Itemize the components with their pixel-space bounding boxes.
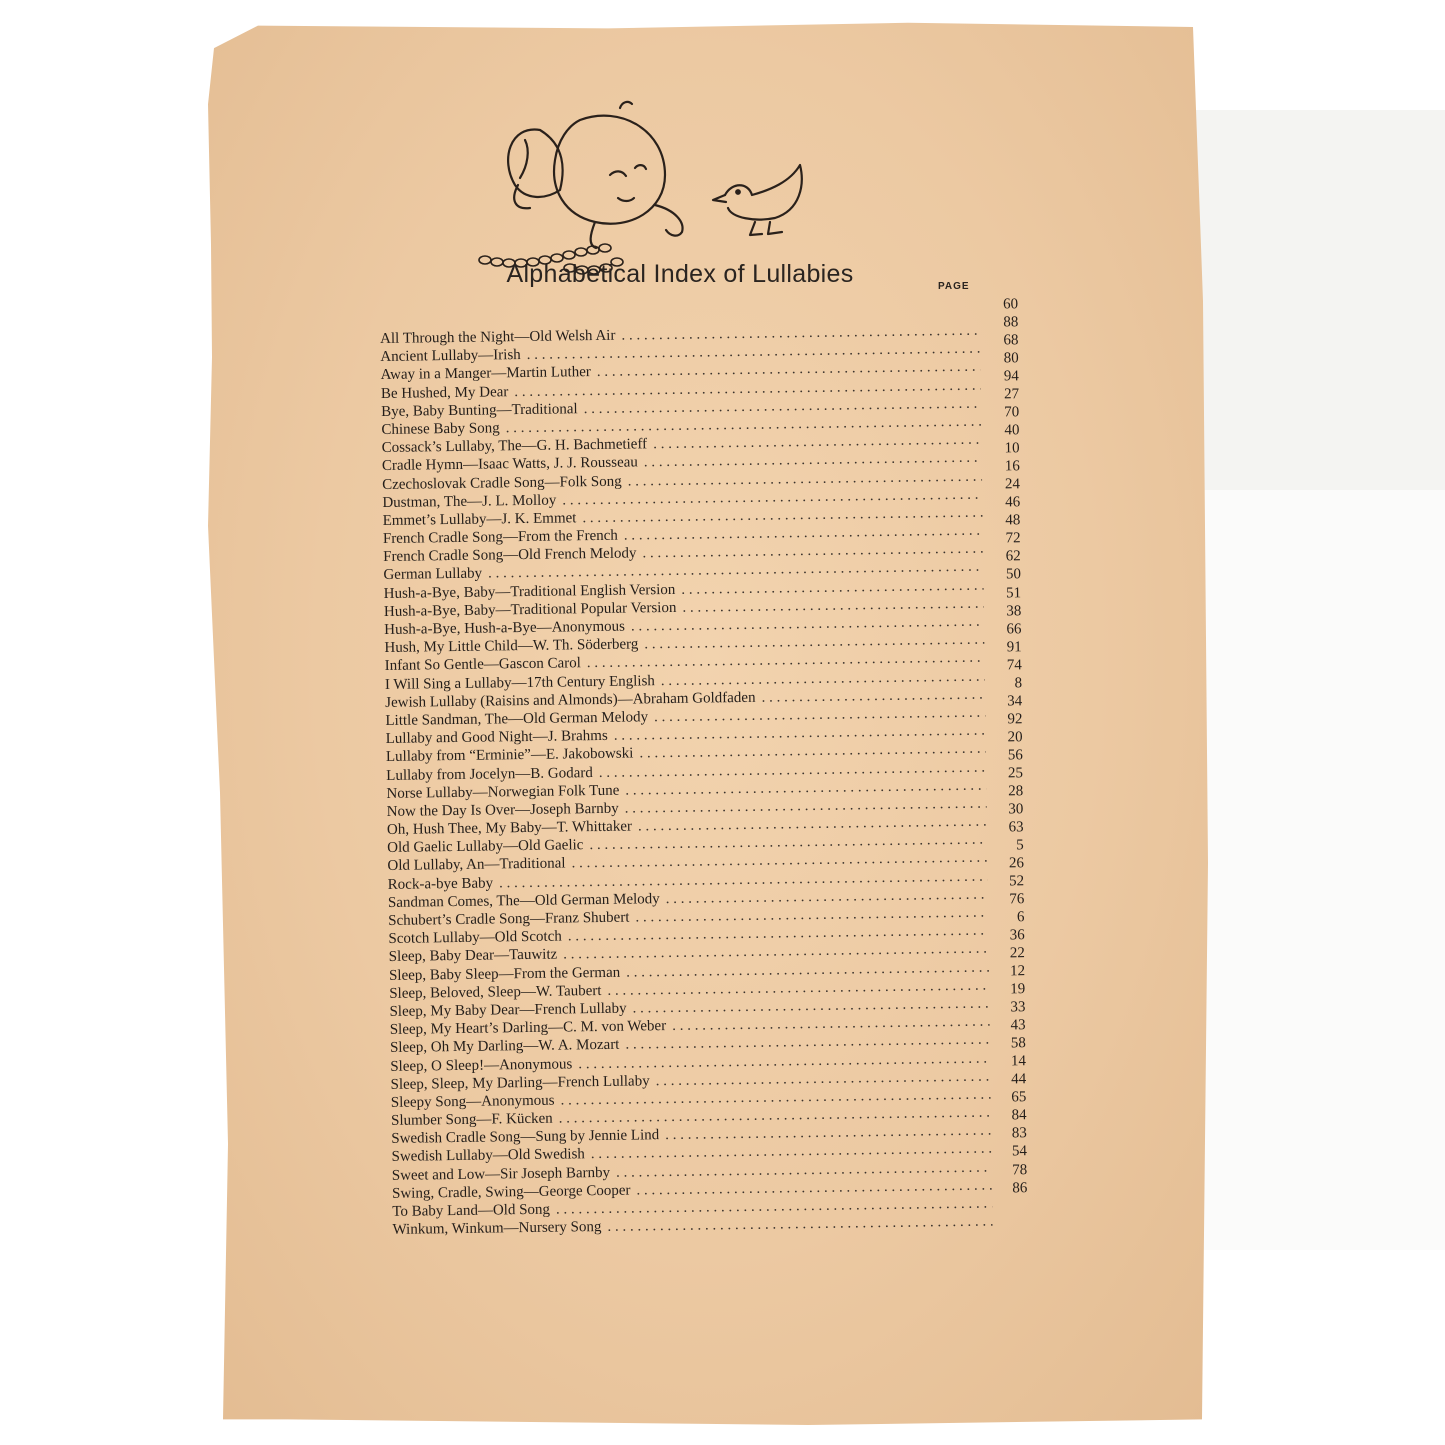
page-number: 40 bbox=[1004, 422, 1020, 439]
page-number: 74 bbox=[1006, 656, 1022, 674]
page-number: 51 bbox=[1006, 584, 1022, 601]
page-number: 84 bbox=[1011, 1107, 1027, 1124]
page-number: 5 bbox=[1016, 837, 1024, 854]
entry-title: Hush-a-Bye, Baby—Traditional English Version bbox=[383, 581, 676, 602]
page-number: 68 bbox=[1003, 332, 1019, 349]
entry-title: I Will Sing a Lullaby—17th Century English bbox=[384, 672, 655, 693]
entry-title: Be Hushed, My Dear bbox=[380, 383, 509, 402]
entry-title: Norse Lullaby—Norwegian Folk Tune bbox=[386, 782, 620, 802]
page-number: 78 bbox=[1012, 1161, 1028, 1178]
page-number: 38 bbox=[1006, 602, 1022, 619]
page-number: 72 bbox=[1005, 530, 1021, 547]
entry-title: Swedish Lullaby—Old Swedish bbox=[391, 1146, 585, 1166]
lullaby-index-list bbox=[380, 322, 993, 1240]
entry-title: Sleep, Baby Dear—Tauwitz bbox=[388, 946, 558, 966]
page-number: 50 bbox=[1005, 566, 1022, 583]
page-number: 83 bbox=[1011, 1125, 1027, 1142]
page-number: 48 bbox=[1005, 512, 1021, 529]
entry-title: Emmet’s Lullaby—J. K. Emmet bbox=[382, 510, 577, 529]
entry-title: Scotch Lullaby—Old Scotch bbox=[388, 928, 562, 948]
entry-title: Chinese Baby Song bbox=[381, 420, 500, 438]
entry-title: Sleep, Sleep, My Darling—French Lullaby bbox=[390, 1072, 650, 1093]
page-number: 16 bbox=[1004, 458, 1020, 475]
page-number: 36 bbox=[1009, 927, 1025, 944]
entry-title: Infant So Gentle—Gascon Carol bbox=[384, 655, 581, 675]
page-number: 43 bbox=[1010, 1017, 1026, 1034]
entry-title: Sleep, Beloved, Sleep—W. Taubert bbox=[389, 982, 602, 1002]
page-number: 60 bbox=[1003, 296, 1019, 313]
entry-title: Bye, Baby Bunting—Traditional bbox=[381, 400, 578, 420]
page-number: 63 bbox=[1008, 819, 1024, 836]
entry-title: Sandman Comes, The—Old German Melody bbox=[387, 890, 660, 911]
page-number: 92 bbox=[1007, 710, 1023, 728]
entry-title: Hush, My Little Child—W. Th. Söderberg bbox=[384, 636, 639, 657]
entry-title: Ancient Lullaby—Irish bbox=[380, 347, 521, 366]
page-number: 91 bbox=[1006, 638, 1022, 655]
entry-title: Czechoslovak Cradle Song—Folk Song bbox=[382, 473, 622, 493]
page-number: 14 bbox=[1010, 1053, 1027, 1070]
page-number: 52 bbox=[1009, 873, 1025, 890]
page-number: 70 bbox=[1004, 404, 1020, 421]
page-number: 20 bbox=[1007, 728, 1023, 746]
entry-title: Sleep, Baby Sleep—From the German bbox=[388, 964, 621, 984]
entry-title: French Cradle Song—From the French bbox=[382, 527, 618, 548]
page-number: 10 bbox=[1004, 440, 1020, 457]
entry-title: Hush-a-Bye, Hush-a-Bye—Anonymous bbox=[384, 618, 626, 638]
page-column-heading: PAGE bbox=[938, 281, 970, 292]
page-number: 86 bbox=[1012, 1179, 1028, 1196]
page-number: 6 bbox=[1016, 909, 1025, 926]
page-number: 26 bbox=[1008, 855, 1025, 872]
page-number: 30 bbox=[1008, 801, 1024, 818]
page-number: 76 bbox=[1009, 891, 1025, 908]
entry-title: Cossack’s Lullaby, The—G. H. Bachmetieff bbox=[381, 436, 648, 457]
page-number: 24 bbox=[1004, 476, 1021, 493]
page-number: 22 bbox=[1009, 945, 1025, 962]
background-sheet bbox=[1180, 110, 1445, 490]
entry-title: To Baby Land—Old Song bbox=[392, 1201, 551, 1220]
entry-title: All Through the Night—Old Welsh Air bbox=[380, 327, 616, 347]
entry-title: Little Sandman, The—Old German Melody bbox=[385, 709, 649, 729]
entry-title: German Lullaby bbox=[383, 566, 483, 584]
page-number: 33 bbox=[1010, 999, 1026, 1016]
page-number: 56 bbox=[1007, 747, 1023, 764]
entry-title: Sleep, O Sleep!—Anonymous bbox=[390, 1055, 573, 1075]
page-number: 54 bbox=[1011, 1143, 1028, 1160]
entry-title: Lullaby from “Erminie”—E. Jakobowski bbox=[385, 745, 634, 766]
entry-title: Hush-a-Bye, Baby—Traditional Popular Version bbox=[383, 599, 677, 620]
page-number: 12 bbox=[1009, 963, 1026, 980]
entry-title: Oh, Hush Thee, My Baby—T. Whittaker bbox=[386, 818, 633, 839]
page-number: 27 bbox=[1003, 386, 1020, 403]
page-number: 8 bbox=[1014, 674, 1023, 691]
page-number: 44 bbox=[1011, 1071, 1027, 1088]
page-number: 88 bbox=[1003, 314, 1019, 331]
entry-title: Jewish Lullaby (Raisins and Almonds)—Abraham Goldfaden bbox=[385, 689, 756, 711]
entry-title: Sweet and Low—Sir Joseph Barnby bbox=[391, 1164, 611, 1184]
entry-title: Swing, Cradle, Swing—George Cooper bbox=[391, 1182, 631, 1202]
entry-title: Lullaby from Jocelyn—B. Godard bbox=[386, 764, 593, 784]
entry-title: Sleep, Oh My Darling—W. A. Mozart bbox=[389, 1037, 620, 1057]
entry-title: Cradle Hymn—Isaac Watts, J. J. Rousseau bbox=[381, 454, 638, 475]
entry-title: Away in a Manger—Martin Luther bbox=[380, 364, 591, 384]
entry-title: Swedish Cradle Song—Sung by Jennie Lind bbox=[391, 1127, 660, 1148]
entry-title: Sleep, My Heart’s Darling—C. M. von Weber bbox=[389, 1018, 667, 1039]
page-number: 28 bbox=[1008, 783, 1024, 800]
entry-title: Schubert’s Cradle Song—Franz Shubert bbox=[388, 909, 630, 929]
entry-title: Old Gaelic Lullaby—Old Gaelic bbox=[387, 837, 584, 857]
entry-title: Sleepy Song—Anonymous bbox=[390, 1092, 555, 1111]
entry-title: Dustman, The—J. L. Molloy bbox=[382, 492, 557, 511]
entry-title: Slumber Song—F. Kücken bbox=[390, 1110, 553, 1129]
entry-title: Winkum, Winkum—Nursery Song bbox=[392, 1219, 602, 1239]
page-number: 34 bbox=[1007, 692, 1023, 710]
page-number: 80 bbox=[1003, 350, 1019, 367]
page-number: 46 bbox=[1005, 494, 1021, 511]
entry-title: Old Lullaby, An—Traditional bbox=[387, 855, 566, 875]
entry-title: Rock-a-bye Baby bbox=[387, 875, 494, 893]
entry-title: Now the Day Is Over—Joseph Barnby bbox=[386, 800, 619, 820]
page-number: 25 bbox=[1007, 765, 1024, 782]
page-number: 66 bbox=[1006, 620, 1022, 637]
entry-title: Lullaby and Good Night—J. Brahms bbox=[385, 727, 608, 748]
page-number: 62 bbox=[1005, 548, 1021, 565]
page-number: 65 bbox=[1011, 1089, 1027, 1106]
index-title: Alphabetical Index of Lullabies bbox=[506, 260, 854, 288]
entry-title: French Cradle Song—Old French Melody bbox=[383, 545, 637, 566]
page-number: 94 bbox=[1003, 368, 1019, 385]
entry-title: Sleep, My Baby Dear—French Lullaby bbox=[389, 1000, 627, 1020]
page-number: 19 bbox=[1010, 981, 1026, 998]
page-number: 58 bbox=[1010, 1035, 1026, 1052]
